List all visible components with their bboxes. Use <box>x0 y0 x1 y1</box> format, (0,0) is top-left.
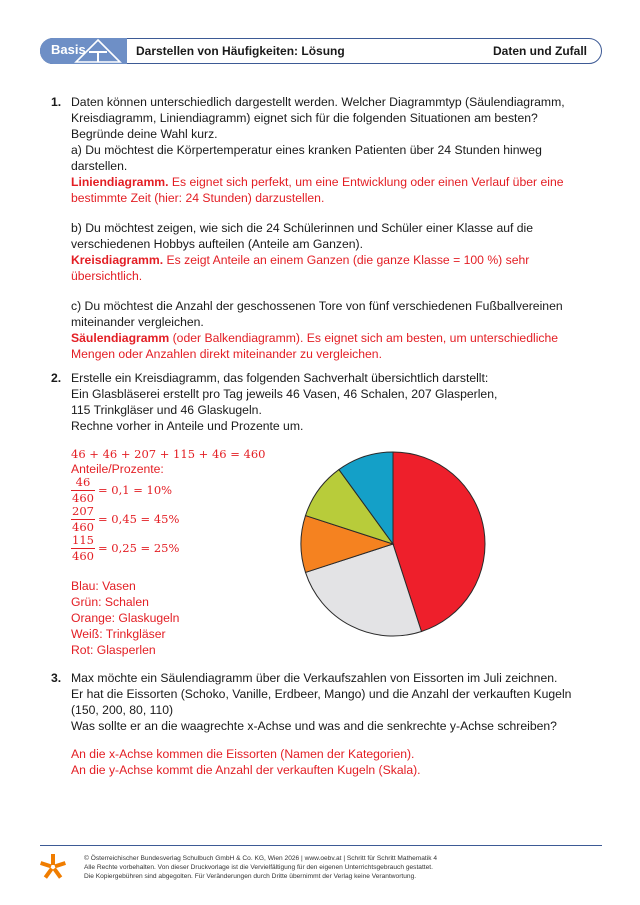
task-text: Rechne vorher in Anteile und Prozente um. <box>71 419 304 433</box>
question-b: verschiedenen Hobbys aufteilen (Anteile am Ganzen). <box>71 237 363 251</box>
task-text: Was sollte er an die waagrechte x-Achse und was and die senkrechte y-Achse schreiben? <box>71 719 557 733</box>
topic-label: Daten und Zufall <box>493 44 587 58</box>
sum-equation: 46 + 46 + 207 + 115 + 46 = 460 <box>71 447 266 461</box>
legend-item: Grün: Schalen <box>71 595 149 609</box>
task-text: Kreisdiagramm, Liniendiagramm) eignet sich für die folgenden Situationen am besten? <box>71 111 538 125</box>
answer-y-axis: An die y-Achse kommt die Anzahl der verkauften Kugeln (Skala). <box>71 763 421 777</box>
answer-c: Säulendiagramm (oder Balkendiagramm). Es eignet sich am besten, um unterschiedliche <box>71 331 559 345</box>
footer-rights: Alle Rechte vorbehalten. Von dieser Druckvorlage ist die Vervielfältigung für den eigenen Unterrichtsgebrauch gestattet. <box>84 864 433 871</box>
task-number: 1. <box>51 95 62 109</box>
task-text: Max möchte ein Säulendiagramm über die Verkaufszahlen von Eissorten im Juli zeichnen. <box>71 671 558 685</box>
task-text: 115 Trinkgläser und 46 Glaskugeln. <box>71 403 262 417</box>
answer-x-axis: An die x-Achse kommen die Eissorten (Namen der Kategorien). <box>71 747 415 761</box>
task-text: Ein Glasbläserei erstellt pro Tag jeweils 46 Vasen, 46 Schalen, 207 Glasperlen, <box>71 387 498 401</box>
task-number: 2. <box>51 371 62 385</box>
question-a: a) Du möchtest die Körpertemperatur eines kranken Patienten über 24 Stunden hinweg <box>71 143 542 157</box>
legend-item: Rot: Glasperlen <box>71 643 156 657</box>
answer-a: bestimmte Zeit (hier: 24 Stunden) darzustellen. <box>71 191 325 205</box>
level-badge <box>40 38 127 64</box>
footer-disclaimer: Die Kopiergebühren sind abgegolten. Für Veränderungen durch Dritte übernimmt der Verlag keine Verantwortung. <box>84 873 417 880</box>
answer-c: Mengen oder Anzahlen direkt miteinander zu vergleichen. <box>71 347 382 361</box>
legend-item: Weiß: Trinkgläser <box>71 627 166 641</box>
task-text: Daten können unterschiedlich dargestellt werden. Welcher Diagrammtyp (Säulendiagramm, <box>71 95 565 109</box>
footer-divider <box>40 845 602 846</box>
pie-chart <box>298 449 488 639</box>
answer-b: Kreisdiagramm. Es zeigt Anteile an einem Ganzen (die ganze Klasse = 100 %) sehr <box>71 253 530 267</box>
badge-label: Basis <box>51 42 86 57</box>
page-header <box>40 38 602 64</box>
question-c: miteinander vergleichen. <box>71 315 204 329</box>
legend-item: Orange: Glaskugeln <box>71 611 180 625</box>
question-c: c) Du möchtest die Anzahl der geschossenen Tore von fünf verschiedenen Fußballvereinen <box>71 299 563 313</box>
task-number: 3. <box>51 671 62 685</box>
legend-item: Blau: Vasen <box>71 579 136 593</box>
oebv-logo-icon <box>38 852 68 882</box>
question-b: b) Du möchtest zeigen, wie sich die 24 Schülerinnen und Schüler einer Klasse auf die <box>71 221 534 235</box>
page-title: Darstellen von Häufigkeiten: Lösung <box>136 44 345 58</box>
task-text: Er hat die Eissorten (Schoko, Vanille, Erdbeer, Mango) und die Anzahl der verkauften Kugeln <box>71 687 572 701</box>
footer-copyright: © Österreichischer Bundesverlag Schulbuch GmbH & Co. KG, Wien 2026 | www.oebv.at | Schritt für Schritt Mathematik 4 <box>84 855 438 862</box>
task-text: Erstelle ein Kreisdiagramm, das folgenden Sachverhalt übersichtlich darstellt: <box>71 371 489 385</box>
question-a: darstellen. <box>71 159 128 173</box>
answer-b: übersichtlich. <box>71 269 143 283</box>
shares-label: Anteile/Prozente: <box>71 462 164 476</box>
task-text: (150, 200, 80, 110) <box>71 703 174 717</box>
task-text: Begründe deine Wahl kurz. <box>71 127 218 141</box>
answer-a: Liniendiagramm. Es eignet sich perfekt, um eine Entwicklung oder einen Verlauf über eine <box>71 175 564 189</box>
